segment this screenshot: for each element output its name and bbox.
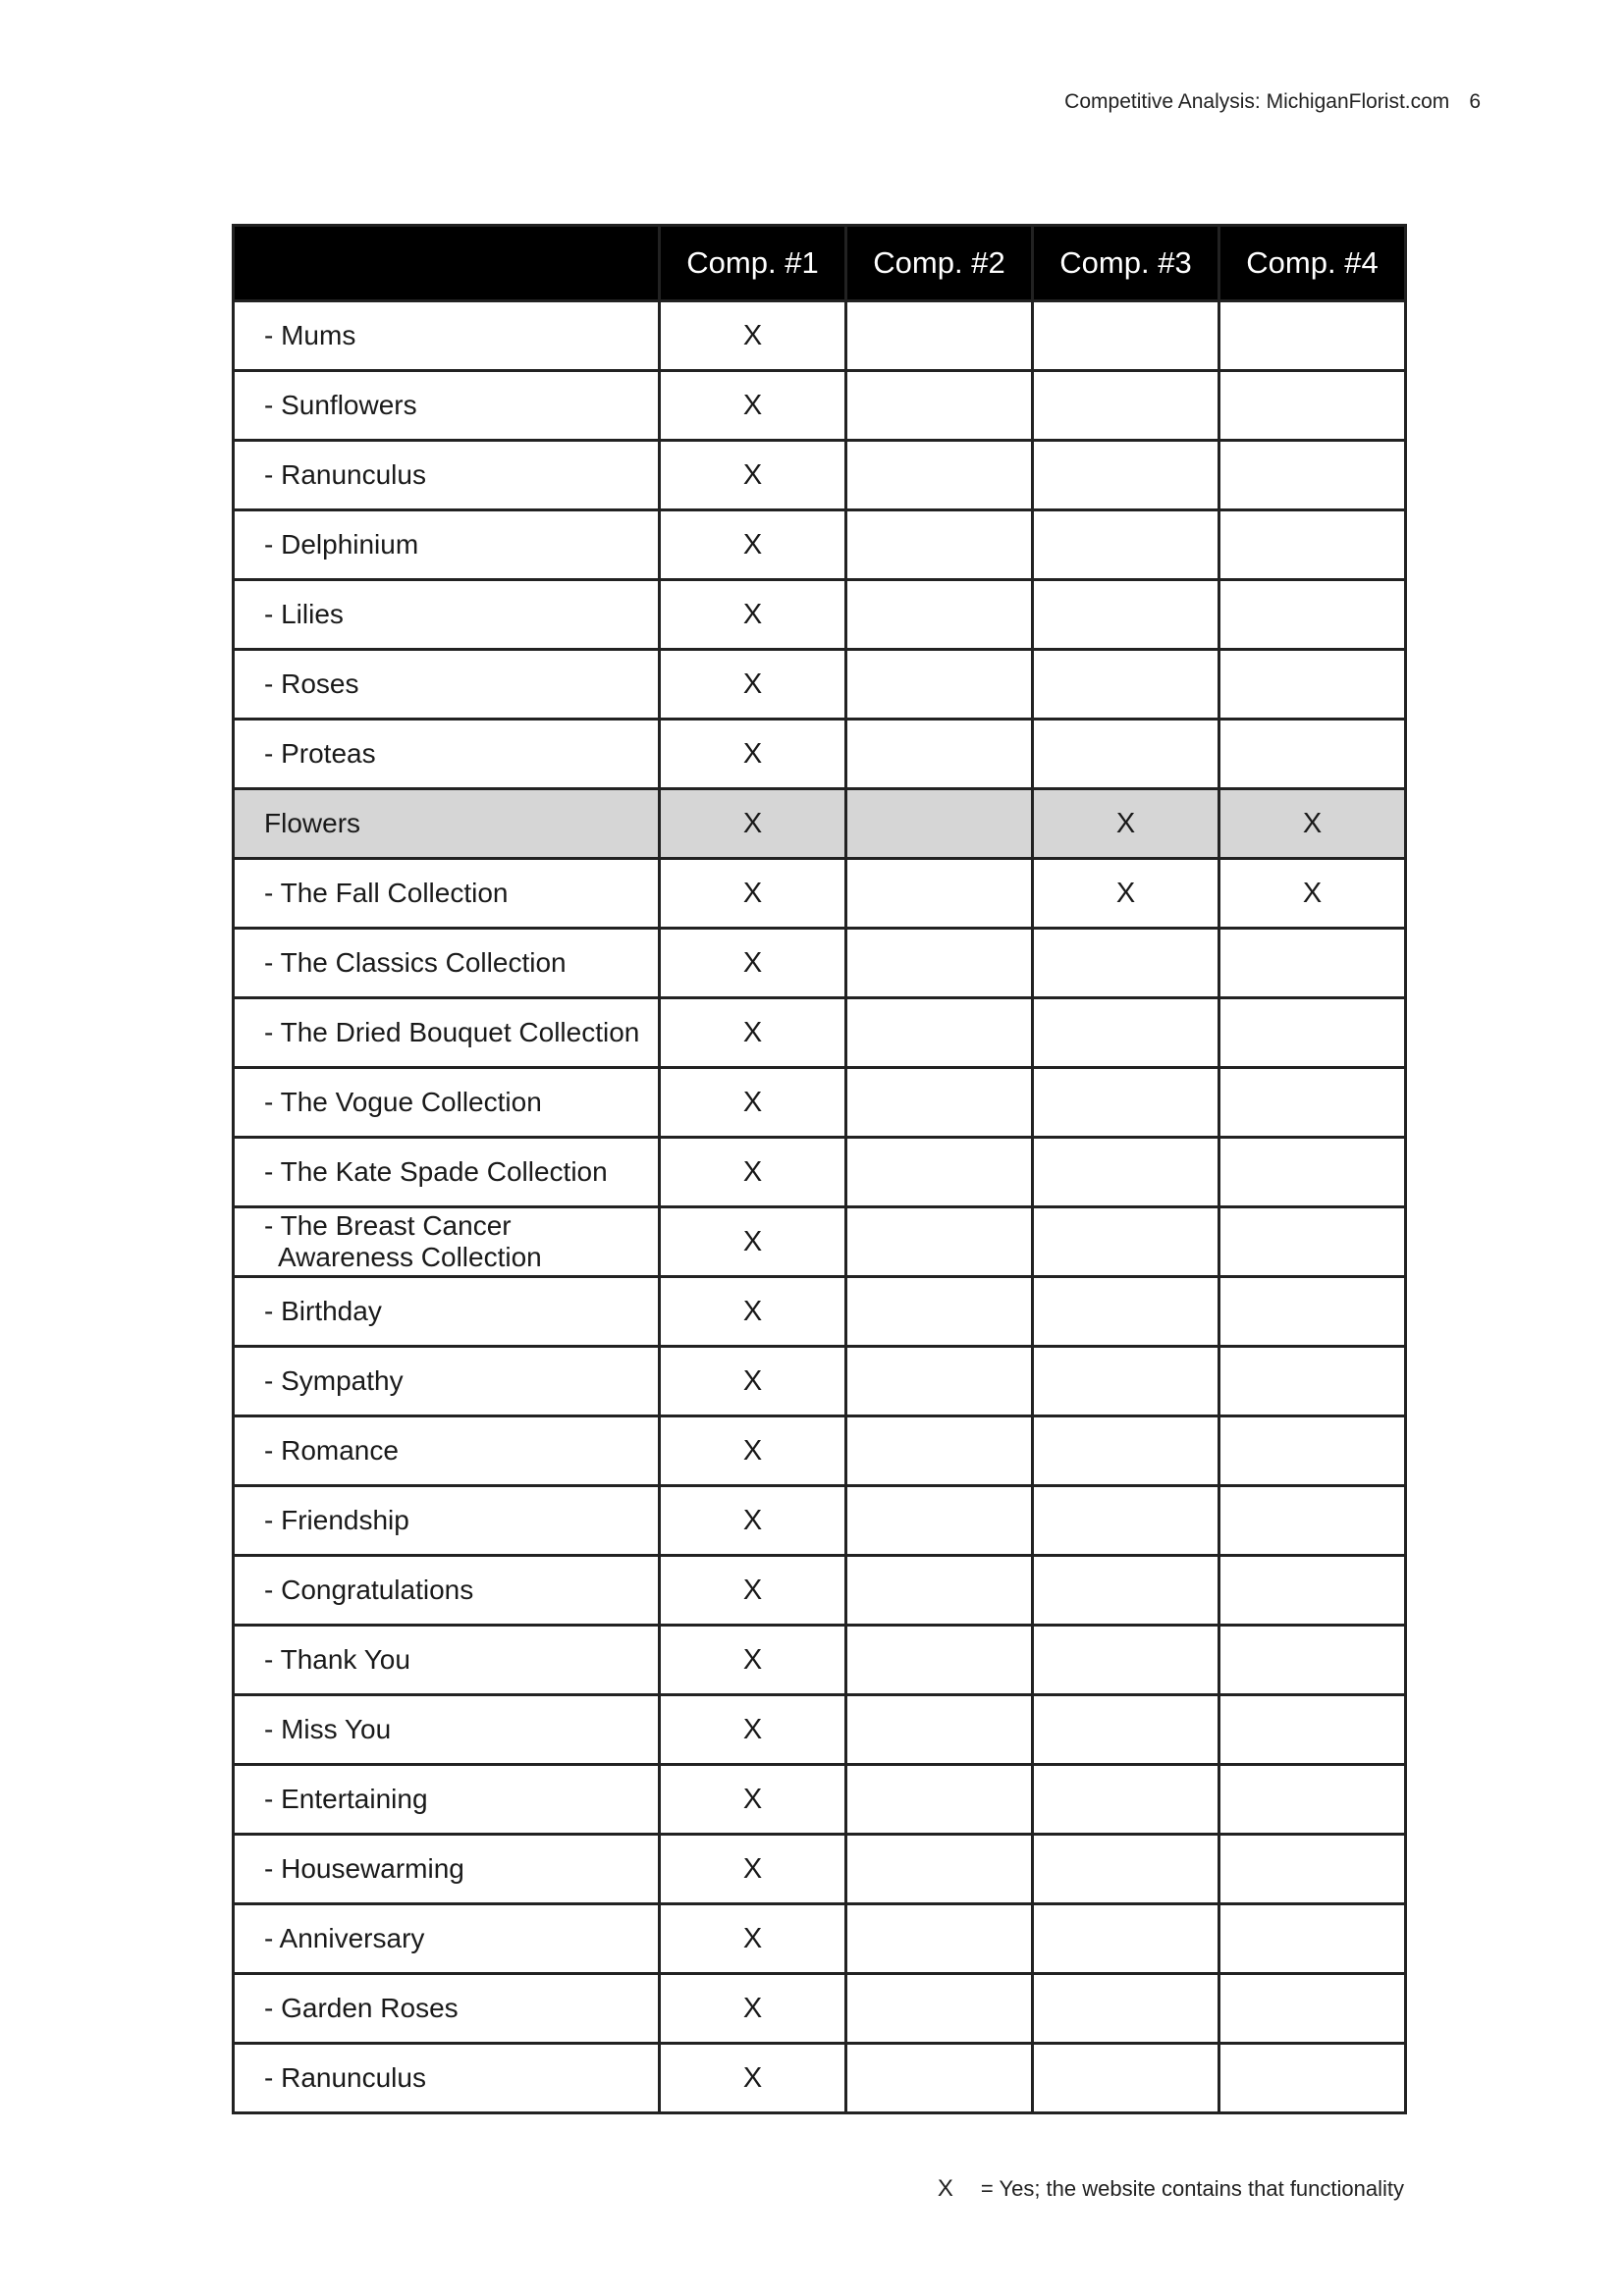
comp1-cell: X xyxy=(660,859,846,929)
comp4-cell xyxy=(1219,2044,1406,2113)
row-label xyxy=(234,580,660,650)
row-label-text: - Roses xyxy=(264,668,359,699)
row-label xyxy=(234,371,660,441)
row-label xyxy=(234,1068,660,1138)
comp2-cell xyxy=(846,1695,1033,1765)
table-row xyxy=(234,1556,1406,1626)
comp3-cell xyxy=(1033,1277,1219,1347)
row-label xyxy=(234,720,660,789)
table-row xyxy=(234,510,1406,580)
comp1-cell: X xyxy=(660,441,846,510)
comp1-cell: X xyxy=(660,789,846,859)
comp2-cell xyxy=(846,1974,1033,2044)
comp3-cell xyxy=(1033,1904,1219,1974)
comp1-cell: X xyxy=(660,1068,846,1138)
row-label-text: - Ranunculus xyxy=(264,459,426,490)
comp1-cell: X xyxy=(660,1416,846,1486)
row-label-text: - The Fall Collection xyxy=(264,878,509,908)
row-label xyxy=(234,301,660,371)
comp1-cell: X xyxy=(660,1765,846,1835)
row-label xyxy=(234,1974,660,2044)
comp4-cell xyxy=(1219,301,1406,371)
table-row xyxy=(234,929,1406,998)
row-label xyxy=(234,1765,660,1835)
comp1-cell: X xyxy=(660,1974,846,2044)
comp3-cell xyxy=(1033,1347,1219,1416)
comp1-cell: X xyxy=(660,1486,846,1556)
comp4-cell xyxy=(1219,1695,1406,1765)
comp1-cell: X xyxy=(660,371,846,441)
row-label-text: - Sympathy xyxy=(264,1365,404,1396)
comp2-cell xyxy=(846,789,1033,859)
table-row xyxy=(234,1835,1406,1904)
comp2-cell xyxy=(846,859,1033,929)
row-label-text: - Birthday xyxy=(264,1296,382,1326)
table-row xyxy=(234,2044,1406,2113)
legend xyxy=(938,2175,1404,2203)
comp2-cell xyxy=(846,580,1033,650)
comp1-cell: X xyxy=(660,1347,846,1416)
row-label-text: - Friendship xyxy=(264,1505,409,1535)
table-row xyxy=(234,1695,1406,1765)
comp3-cell xyxy=(1033,998,1219,1068)
comp3-cell xyxy=(1033,1138,1219,1207)
row-label-text-line2: Awareness Collection xyxy=(278,1242,542,1272)
row-label xyxy=(234,1277,660,1347)
comp3-cell: X xyxy=(1033,789,1219,859)
row-label xyxy=(234,929,660,998)
comp1-cell: X xyxy=(660,720,846,789)
comp2-cell xyxy=(846,1416,1033,1486)
comp4-cell xyxy=(1219,441,1406,510)
comp4-cell xyxy=(1219,1556,1406,1626)
comp4-cell xyxy=(1219,1904,1406,1974)
comp3-cell xyxy=(1033,1765,1219,1835)
row-label xyxy=(234,998,660,1068)
comp4-cell xyxy=(1219,510,1406,580)
comp4-cell xyxy=(1219,1974,1406,2044)
row-label-text: - The Classics Collection xyxy=(264,947,567,978)
comp3-cell xyxy=(1033,1556,1219,1626)
row-label-text: - Anniversary xyxy=(264,1923,425,1953)
comp2-cell xyxy=(846,1138,1033,1207)
comp4-cell xyxy=(1219,371,1406,441)
row-label xyxy=(234,1207,660,1277)
table-row xyxy=(234,371,1406,441)
row-label xyxy=(234,1138,660,1207)
comp1-cell: X xyxy=(660,650,846,720)
row-label xyxy=(234,1556,660,1626)
comp2-cell xyxy=(846,1835,1033,1904)
table-row xyxy=(234,1626,1406,1695)
table-row xyxy=(234,1347,1406,1416)
row-label-text: - The Dried Bouquet Collection xyxy=(264,1017,640,1047)
header-cell-comp2: Comp. #2 xyxy=(846,226,1033,301)
table-row xyxy=(234,1974,1406,2044)
table-row xyxy=(234,301,1406,371)
comp2-cell xyxy=(846,720,1033,789)
row-label xyxy=(234,789,660,859)
comp4-cell xyxy=(1219,1277,1406,1347)
comp1-cell: X xyxy=(660,1904,846,1974)
table-row xyxy=(234,650,1406,720)
comp4-cell xyxy=(1219,1347,1406,1416)
comp3-cell xyxy=(1033,1068,1219,1138)
comp1-cell: X xyxy=(660,1695,846,1765)
row-label xyxy=(234,1835,660,1904)
table-row xyxy=(234,1207,1406,1277)
table-row xyxy=(234,1765,1406,1835)
comp4-cell xyxy=(1219,580,1406,650)
row-label-text: - Ranunculus xyxy=(264,2062,426,2093)
row-label-text: - Garden Roses xyxy=(264,1993,459,2023)
comp4-cell xyxy=(1219,1626,1406,1695)
comp2-cell xyxy=(846,2044,1033,2113)
comp2-cell xyxy=(846,1556,1033,1626)
comp2-cell xyxy=(846,929,1033,998)
comp2-cell xyxy=(846,1765,1033,1835)
row-label xyxy=(234,650,660,720)
row-label-text: - Lilies xyxy=(264,599,344,629)
document-title: Competitive Analysis: MichiganFlorist.com xyxy=(1064,90,1450,113)
comp4-cell xyxy=(1219,1207,1406,1277)
row-label-text: - The Breast Cancer xyxy=(264,1210,512,1241)
comp1-cell: X xyxy=(660,2044,846,2113)
table-row xyxy=(234,1068,1406,1138)
comp2-cell xyxy=(846,1486,1033,1556)
comp4-cell: X xyxy=(1219,789,1406,859)
comp4-cell xyxy=(1219,998,1406,1068)
table-row xyxy=(234,1277,1406,1347)
comp2-cell xyxy=(846,510,1033,580)
comp4-cell xyxy=(1219,720,1406,789)
row-label-text: - Housewarming xyxy=(264,1853,464,1884)
comp4-cell xyxy=(1219,929,1406,998)
row-label-text: - Mums xyxy=(264,320,356,350)
legend-text: = Yes; the website contains that functionality xyxy=(980,2176,1404,2201)
row-label xyxy=(234,1904,660,1974)
comp2-cell xyxy=(846,301,1033,371)
row-label xyxy=(234,2044,660,2113)
header-cell-comp1: Comp. #1 xyxy=(660,226,846,301)
table-row xyxy=(234,1904,1406,1974)
comp1-cell: X xyxy=(660,1835,846,1904)
header-cell-label xyxy=(234,226,660,301)
comp1-cell: X xyxy=(660,301,846,371)
row-label-text: - Sunflowers xyxy=(264,390,417,420)
comp1-cell: X xyxy=(660,1277,846,1347)
comp3-cell xyxy=(1033,441,1219,510)
comp2-cell xyxy=(846,1904,1033,1974)
row-label-text: - Romance xyxy=(264,1435,399,1466)
table-row xyxy=(234,998,1406,1068)
table-group-row xyxy=(234,789,1406,859)
comp3-cell xyxy=(1033,1626,1219,1695)
comp1-cell: X xyxy=(660,929,846,998)
comp4-cell xyxy=(1219,1486,1406,1556)
comp2-cell xyxy=(846,1207,1033,1277)
comp3-cell xyxy=(1033,2044,1219,2113)
table-row xyxy=(234,1138,1406,1207)
comparison-table xyxy=(232,224,1407,2114)
row-label-text: - The Kate Spade Collection xyxy=(264,1156,608,1187)
comp1-cell: X xyxy=(660,510,846,580)
comp2-cell xyxy=(846,1277,1033,1347)
comp3-cell xyxy=(1033,580,1219,650)
comp1-cell: X xyxy=(660,1626,846,1695)
row-label-text: - Thank You xyxy=(264,1644,410,1675)
row-label xyxy=(234,510,660,580)
row-label-text: - Miss You xyxy=(264,1714,392,1744)
comp3-cell xyxy=(1033,1416,1219,1486)
comp4-cell: X xyxy=(1219,859,1406,929)
comp4-cell xyxy=(1219,1835,1406,1904)
legend-symbol: X xyxy=(937,2175,953,2202)
comp3-cell xyxy=(1033,720,1219,789)
table-row xyxy=(234,1486,1406,1556)
comp2-cell xyxy=(846,1626,1033,1695)
comp2-cell xyxy=(846,1068,1033,1138)
row-label-text: Flowers xyxy=(264,808,361,838)
row-label xyxy=(234,1416,660,1486)
comp2-cell xyxy=(846,998,1033,1068)
comp3-cell xyxy=(1033,371,1219,441)
row-label-text: - Proteas xyxy=(264,738,376,769)
row-label-text: - The Vogue Collection xyxy=(264,1087,542,1117)
table-body xyxy=(234,301,1406,2113)
header-cell-comp4: Comp. #4 xyxy=(1219,226,1406,301)
comp1-cell: X xyxy=(660,1556,846,1626)
row-label xyxy=(234,1486,660,1556)
comp3-cell xyxy=(1033,1695,1219,1765)
row-label-text: - Entertaining xyxy=(264,1784,428,1814)
table-row xyxy=(234,1416,1406,1486)
comp3-cell: X xyxy=(1033,859,1219,929)
row-label-text: - Delphinium xyxy=(264,529,419,560)
table-header-row xyxy=(234,226,1406,301)
comp2-cell xyxy=(846,1347,1033,1416)
row-label xyxy=(234,1347,660,1416)
comp3-cell xyxy=(1033,650,1219,720)
comp2-cell xyxy=(846,371,1033,441)
comp4-cell xyxy=(1219,1416,1406,1486)
comp1-cell: X xyxy=(660,1207,846,1277)
page-number: 6 xyxy=(1469,90,1481,113)
comp4-cell xyxy=(1219,1765,1406,1835)
comp3-cell xyxy=(1033,1207,1219,1277)
table-row xyxy=(234,859,1406,929)
comp4-cell xyxy=(1219,1068,1406,1138)
comp2-cell xyxy=(846,441,1033,510)
row-label xyxy=(234,1695,660,1765)
row-label-text: - Congratulations xyxy=(264,1575,474,1605)
table-row xyxy=(234,580,1406,650)
row-label xyxy=(234,1626,660,1695)
comp4-cell xyxy=(1219,650,1406,720)
comp3-cell xyxy=(1033,929,1219,998)
comp3-cell xyxy=(1033,301,1219,371)
comp3-cell xyxy=(1033,1835,1219,1904)
row-label xyxy=(234,441,660,510)
comp2-cell xyxy=(846,650,1033,720)
table-row xyxy=(234,441,1406,510)
header-cell-comp3: Comp. #3 xyxy=(1033,226,1219,301)
row-label xyxy=(234,859,660,929)
page-header xyxy=(1064,90,1481,114)
comp3-cell xyxy=(1033,510,1219,580)
comp3-cell xyxy=(1033,1974,1219,2044)
table-row xyxy=(234,720,1406,789)
comp1-cell: X xyxy=(660,998,846,1068)
comp1-cell: X xyxy=(660,580,846,650)
comp3-cell xyxy=(1033,1486,1219,1556)
comp4-cell xyxy=(1219,1138,1406,1207)
comp1-cell: X xyxy=(660,1138,846,1207)
